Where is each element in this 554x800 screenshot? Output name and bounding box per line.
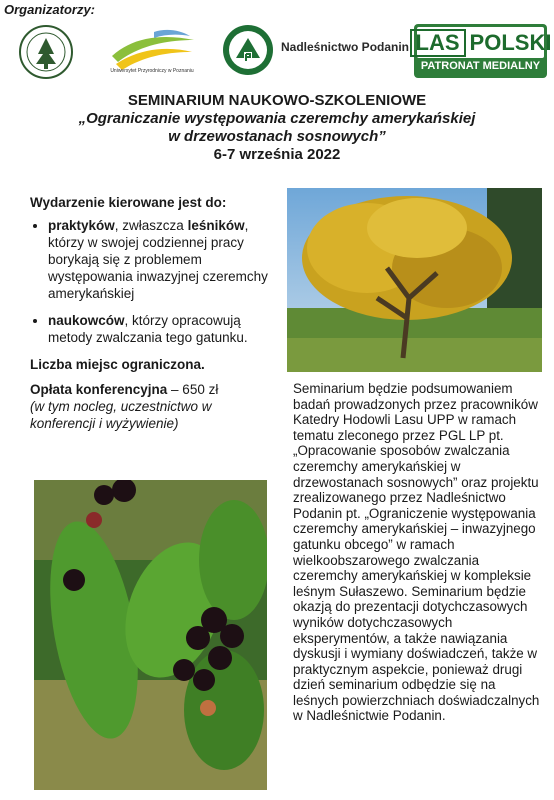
nadlesnictwo-podanin-label: Nadleśnictwo Podanin [281, 40, 410, 54]
seminar-dates: 6-7 września 2022 [213, 146, 341, 163]
list-item [48, 312, 270, 346]
audience-section [30, 194, 270, 432]
audience-list [30, 217, 270, 346]
bullet-bold: praktyków [48, 218, 115, 233]
bullet-bold: leśników [187, 218, 245, 233]
bullet-text: , którzy w swojej codziennej pracy borykają się z problemem występowania inwazyjnej czeremchy amerykańskiej [48, 218, 268, 301]
fee-value: – 650 zł [167, 382, 219, 397]
bullet-text: , którzy opracowują metody zwalczania tego gatunku. [48, 313, 248, 345]
fee-note: (w tym nocleg, uczestnictwo w konferencji i wyżywienie) [30, 399, 212, 431]
las-polski-logo [414, 24, 552, 78]
autumn-tree-photo [287, 188, 542, 372]
patronat-medialny: PATRONAT MEDIALNY [420, 60, 541, 72]
seminar-title-block [0, 92, 554, 164]
limited-seats: Liczba miejsc ograniczona. [30, 357, 205, 372]
las-word: LAS [410, 29, 466, 57]
list-item [48, 217, 270, 302]
lasy-panstwowe-logo [222, 24, 274, 76]
bullet-text: , zwłaszcza [114, 218, 188, 233]
organizers-label: Organizatorzy: [4, 2, 96, 17]
fee-label: Opłata konferencyjna [30, 382, 168, 397]
polski-word: POLSKI [469, 29, 552, 55]
seminar-heading: SEMINARIUM NAUKOWO-SZKOLENIOWE [127, 92, 427, 109]
audience-heading: Wydarzenie kierowane jest do: [30, 195, 227, 210]
black-cherry-fruit-photo [34, 480, 267, 790]
seminar-subtitle-line1: „Ograniczanie występowania czeremchy amerykańskiej [78, 110, 476, 127]
university-seal-logo [18, 24, 74, 80]
fee-line [30, 381, 270, 398]
bullet-bold: naukowców [48, 313, 125, 328]
seminar-description: Seminarium będzie podsumowaniem badań prowadzonych przez pracowników Katedry Hodowli Lasu UPP w ramach tematu zleconego przez PGL LP pt. „Opracowanie sposobów zwalczania czeremchy amerykańskiej w drzewostanach sosnowych” oraz projektu zrealizowanego przez Nadleśnictwo Podanin pt. „Ograniczenie występowania czeremchy amerykańskiej – inwazyjnego gatunku obcego” w ramach wielkoobszarowego zwalczania czeremchy amerykańskiej w kompleksie leśnym Sułaszewo. Seminarium będzie okazją do prezentacji dotychczasowych wyników dotychczasowych eksperymentów, a także nawiązania dyskusji i wymiany doświadczeń, także w praktycznym aspekcie, ponieważ drugi dzień seminarium odbędzie się na leśnych powierzchniach doświadczalnych w Nadleśnictwie Podanin. [293, 381, 540, 724]
upp-logo-caption: Uniwersytet Przyrodniczy w Poznaniu [110, 68, 194, 74]
las-polski-wordmark [415, 27, 552, 58]
seminar-subtitle-line2: w drzewostanach sosnowych” [168, 128, 386, 145]
